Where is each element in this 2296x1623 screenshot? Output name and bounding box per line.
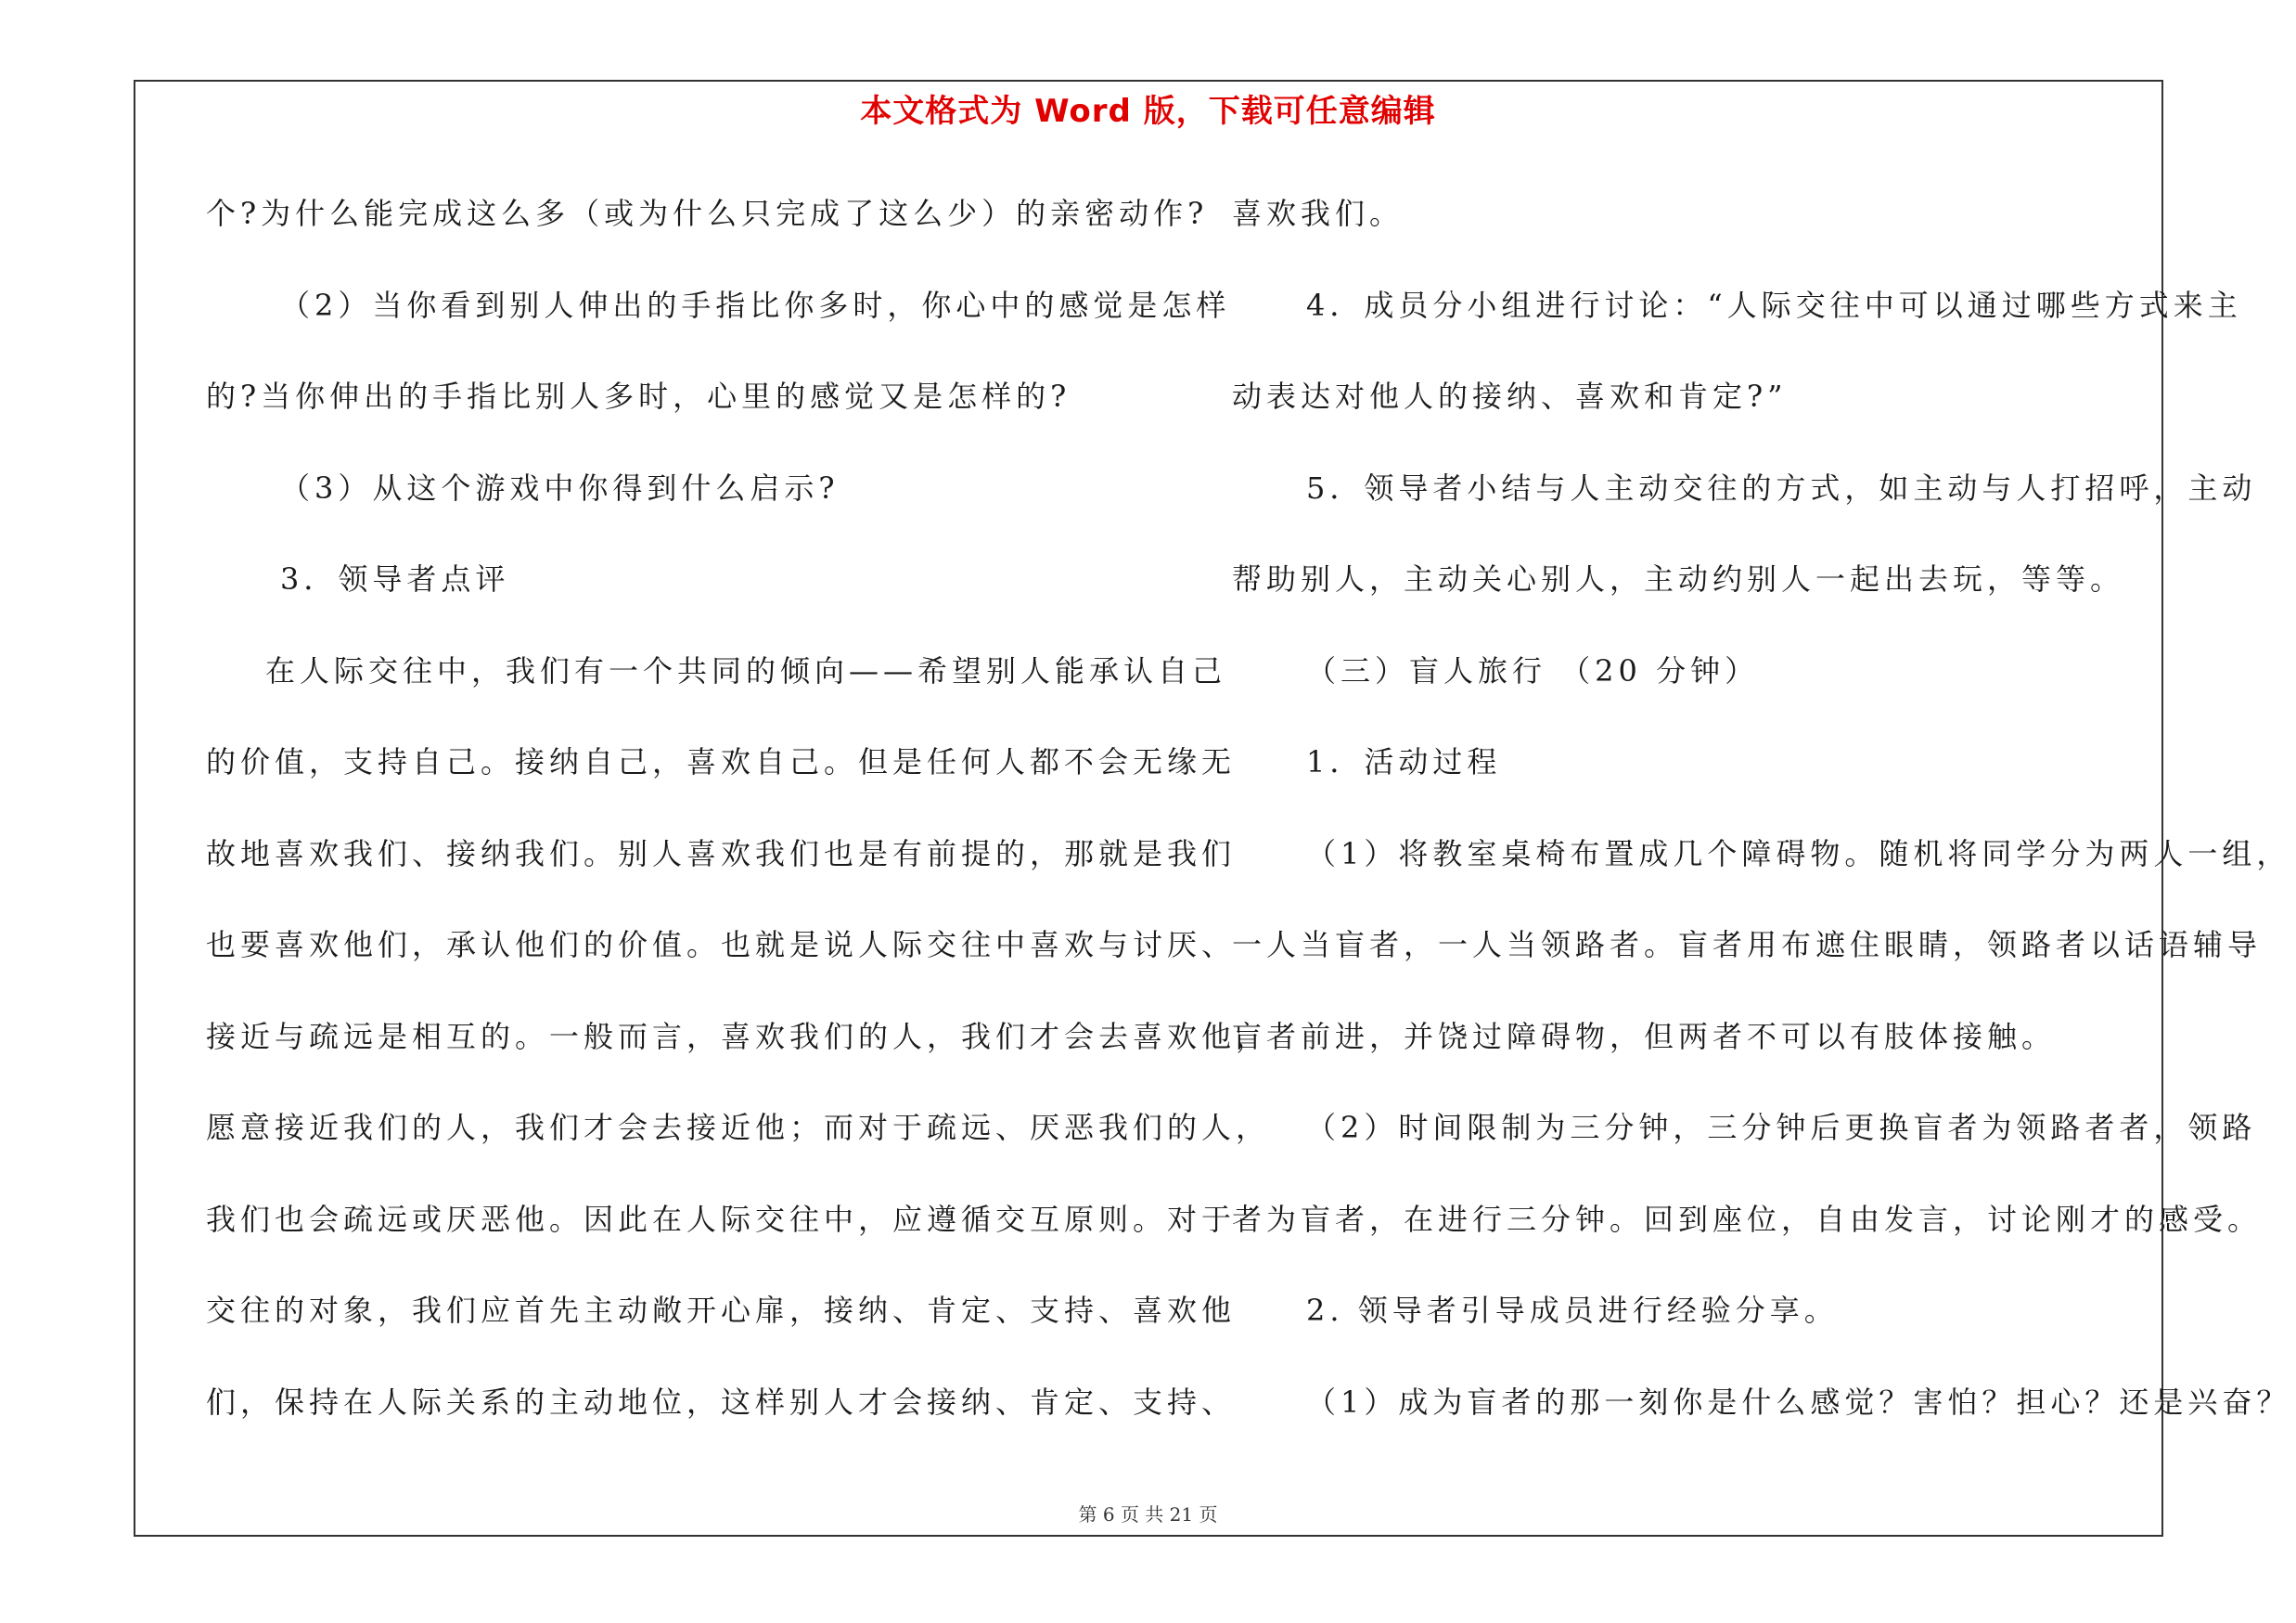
text-line: （1）将教室桌椅布置成几个障碍物。随机将同学分为两人一组，	[1306, 835, 2291, 871]
text-line: （2）时间限制为三分钟，三分钟后更换盲者为领路者者，领路	[1306, 1110, 2257, 1145]
text-line: 个?为什么能完成这么多（或为什么只完成了这么少）的亲密动作?	[206, 196, 1209, 231]
section-heading: 1．活动过程	[1306, 744, 1502, 779]
text-line: 愿意接近我们的人，我们才会去接近他；而对于疏远、厌恶我们的人，	[206, 1110, 1271, 1145]
text-line: （1）成为盲者的那一刻你是什么感觉？害怕？担心？还是兴奋？	[1306, 1384, 2291, 1420]
text-line: 接近与疏远是相互的。一般而言，喜欢我们的人，我们才会去喜欢他，	[206, 1018, 1271, 1054]
text-line: 5．领导者小结与人主动交往的方式，如主动与人打招呼，主动	[1306, 470, 2257, 506]
right-text-column	[1232, 186, 2291, 1465]
section-heading: 2. 领导者引导成员进行经验分享。	[1306, 1293, 1839, 1328]
text-line: 在人际交往中，我们有一个共同的倾向——希望别人能承认自己	[265, 652, 1227, 689]
text-line: 交往的对象，我们应首先主动敞开心扉，接纳、肯定、支持、喜欢他	[206, 1293, 1237, 1328]
left-text-column	[206, 186, 1271, 1465]
text-line: 者为盲者，在进行三分钟。回到座位，自由发言，讨论刚才的感受。	[1232, 1201, 2263, 1237]
text-line: 动表达对他人的接纳、喜欢和肯定?”	[1232, 379, 1788, 414]
text-line: （3）从这个游戏中你得到什么启示?	[280, 470, 840, 506]
text-line: 一人当盲者，一人当领路者。盲者用布遮住眼睛，领路者以话语辅导	[1232, 927, 2263, 962]
text-line: 的?当你伸出的手指比别人多时，心里的感觉又是怎样的?	[206, 379, 1071, 414]
text-line: 4．成员分小组进行讨论：“人际交往中可以通过哪些方式来主	[1306, 287, 2242, 323]
page-number: 第 6 页 共 21 页	[1078, 1503, 1218, 1526]
text-line: 的价值，支持自己。接纳自己，喜欢自己。但是任何人都不会无缘无	[206, 744, 1237, 779]
text-line: 帮助别人，主动关心别人，主动约别人一起出去玩，等等。	[1232, 561, 2125, 597]
text-line: 我们也会疏远或厌恶他。因此在人际交往中，应遵循交互原则。对于	[206, 1201, 1237, 1237]
word-format-banner: 本文格式为 Word 版，下载可任意编辑	[860, 93, 1436, 130]
text-line: 故地喜欢我们、接纳我们。别人喜欢我们也是有前提的，那就是我们	[206, 835, 1237, 871]
text-line: 盲者前进，并饶过障碍物，但两者不可以有肢体接触。	[1232, 1018, 2057, 1054]
text-line: 也要喜欢他们，承认他们的价值。也就是说人际交往中喜欢与讨厌、	[206, 927, 1237, 962]
section-heading: （三）盲人旅行 （20 分钟）	[1306, 652, 1760, 689]
text-line: （2）当你看到别人伸出的手指比你多时，你心中的感觉是怎样	[280, 287, 1231, 323]
text-line: 们，保持在人际关系的主动地位，这样别人才会接纳、肯定、支持、	[206, 1384, 1237, 1420]
section-heading: 3．领导者点评	[280, 561, 510, 597]
text-line: 喜欢我们。	[1232, 196, 1405, 231]
